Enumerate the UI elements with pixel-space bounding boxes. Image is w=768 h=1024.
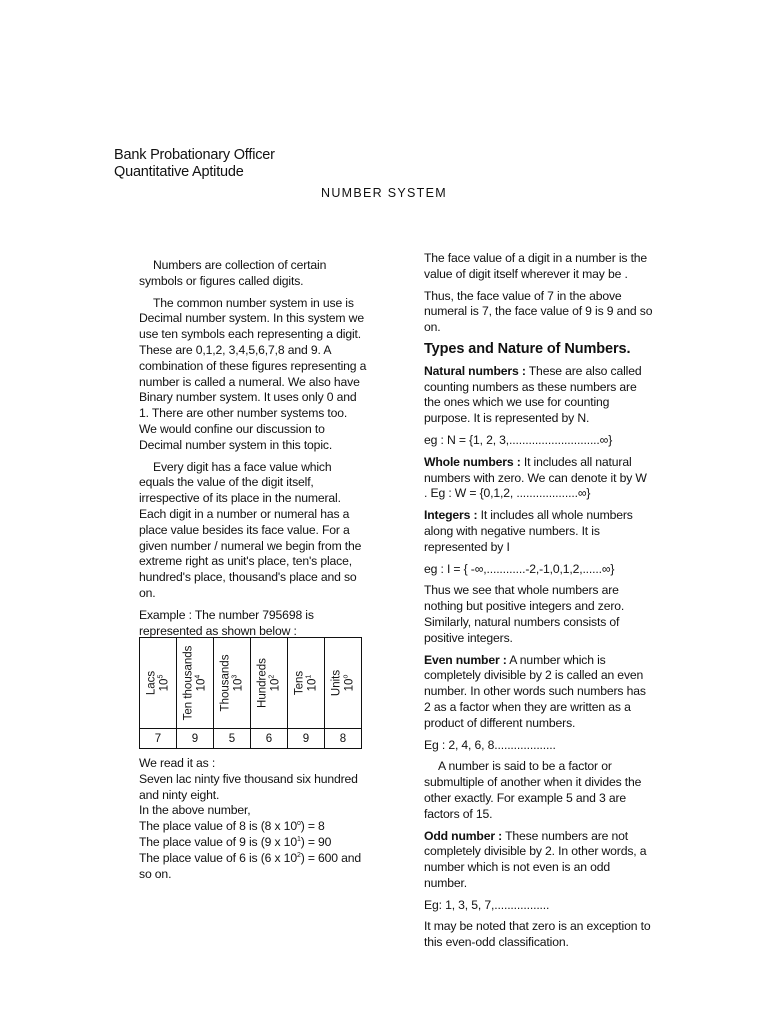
place-value-table <box>139 637 362 749</box>
column-power: $10^3$ <box>231 674 244 692</box>
odd-number-term: Odd number : <box>424 828 503 843</box>
table-header-cell <box>325 638 362 729</box>
read-as-line: We read it as : <box>139 756 216 770</box>
whole-numbers-term: Whole numbers : <box>424 454 521 469</box>
table-header-cell <box>288 638 325 729</box>
place-value-line-9: The place value of 9 is (9 x $10^1) = 90$ <box>139 834 332 849</box>
place-value-header-row <box>140 638 362 729</box>
place-value-explanation <box>139 756 371 882</box>
column-name: Lacs <box>145 670 158 696</box>
factor-definition: A number is said to be a factor or submultiple of another when it divides the other exactly. For example 5 and 3 are factors of 15. <box>424 759 642 821</box>
integers-definition: Integers : It includes all whole numbers along with negative numbers. It is represented by I <box>424 508 633 554</box>
table-digit-cell: 9 <box>288 729 325 749</box>
even-number-term: Even number : <box>424 652 507 667</box>
table-digit-cell: 6 <box>251 729 288 749</box>
natural-numbers-term: Natural numbers : <box>424 363 526 378</box>
header-line-2: Quantitative Aptitude <box>114 164 244 180</box>
column-power: $10^4$ <box>194 674 207 692</box>
column-power: 10$^o$ <box>342 674 355 692</box>
face-value-paragraph: Every digit has a face value which equals the value of the digit itself, irrespective of its place in the numeral. Each digit in a number or numeral has a place value besides its face value. For a given number / numeral we begin from the extreme right as unit's place, ten's place, hundred's place, thousand's place and so on. <box>139 459 362 600</box>
table-header-cell <box>251 638 288 729</box>
column-name: Ten thousands <box>182 645 195 721</box>
place-value-line-8: The place value of 8 is (8 x $10^o) = 8$ <box>139 819 325 834</box>
left-column <box>139 258 368 645</box>
odd-number-example: Eg: 1, 3, 5, 7,................. <box>424 897 550 912</box>
even-number-definition: Even number : A number which is completely divisible by 2 is called an even number. In other words such numbers has 2 as a factor when they are written as a product of different numbers. <box>424 652 646 730</box>
table-digit-cell: 8 <box>325 729 362 749</box>
zero-note: It may be noted that zero is an exception to this even-odd classification. <box>424 919 651 950</box>
table-digit-cell: 5 <box>214 729 251 749</box>
natural-numbers-definition: Natural numbers : These are also called counting numbers as these numbers are the ones which we use for counting purpose. It is represented by N. <box>424 363 642 426</box>
face-value-example: Thus, the face value of 7 in the above numeral is 7, the face value of 9 is 9 and so on. <box>424 288 653 335</box>
place-value-digit-row <box>140 729 362 749</box>
column-power: $10^2$ <box>268 674 281 692</box>
above-number-line: In the above number, <box>139 803 251 818</box>
column-name: Hundreds <box>256 658 269 708</box>
face-value-definition: The face value of a digit in a number is the value of digit itself wherever it may be . <box>424 251 648 281</box>
odd-number-definition: Odd number : These numbers are not completely divisible by 2. In other words, a number which is not even is an odd number. <box>424 828 647 890</box>
table-digit-cell: 7 <box>140 729 177 749</box>
decimal-system-paragraph: The common number system in use is Decimal number system. In this system we use ten symbols each representing a digit. These are 0,1,2, 3,4,5,6,7,8 and 9. A combination of these figures representing a number is called a numeral. We also have Binary number system. It uses only 0 and 1. There are other number systems too. We would confine our discussion to Decimal number system in this topic. <box>139 295 367 452</box>
page-title: NUMBER SYSTEM <box>321 186 447 200</box>
place-value-line-6: The place value of 6 is (6 x $10^2) = 600$ and so on. <box>139 850 362 881</box>
column-name: Units <box>330 669 343 697</box>
column-name: Thousands <box>219 654 232 712</box>
document-header <box>114 147 275 181</box>
table-digit-cell: 9 <box>177 729 214 749</box>
table-header-cell <box>177 638 214 729</box>
intro-paragraph: Numbers are collection of certain symbols or figures called digits. <box>139 258 327 288</box>
even-number-example: Eg : 2, 4, 6, 8................... <box>424 737 556 752</box>
header-line-1: Bank Probationary Officer <box>114 147 275 163</box>
integers-example: eg : I = { -∞,............-2,-1,0,1,2,......∞} <box>424 561 615 576</box>
table-header-cell <box>140 638 177 729</box>
section-heading: Types and Nature of Numbers. <box>424 340 631 357</box>
example-paragraph: Example : The number 795698 is represented as shown below : <box>139 607 314 638</box>
number-in-words: Seven lac ninty five thousand six hundred and ninty eight. <box>139 771 358 802</box>
column-power: $10^5$ <box>157 674 170 692</box>
natural-numbers-example: eg : N = {1, 2, 3,............................∞} <box>424 432 613 447</box>
column-power: $10^1$ <box>305 674 318 692</box>
right-column <box>424 251 654 957</box>
table-header-cell <box>214 638 251 729</box>
whole-numbers-definition: Whole numbers : It includes all natural numbers with zero. We can denote it by W . Eg : W = {0,1,2, ...................∞} <box>424 454 647 501</box>
column-name: Tens <box>293 670 306 696</box>
integers-summary: Thus we see that whole numbers are nothing but positive integers and zero. Similarly, natural numbers consists of positive integers. <box>424 583 625 645</box>
integers-term: Integers : <box>424 508 478 523</box>
